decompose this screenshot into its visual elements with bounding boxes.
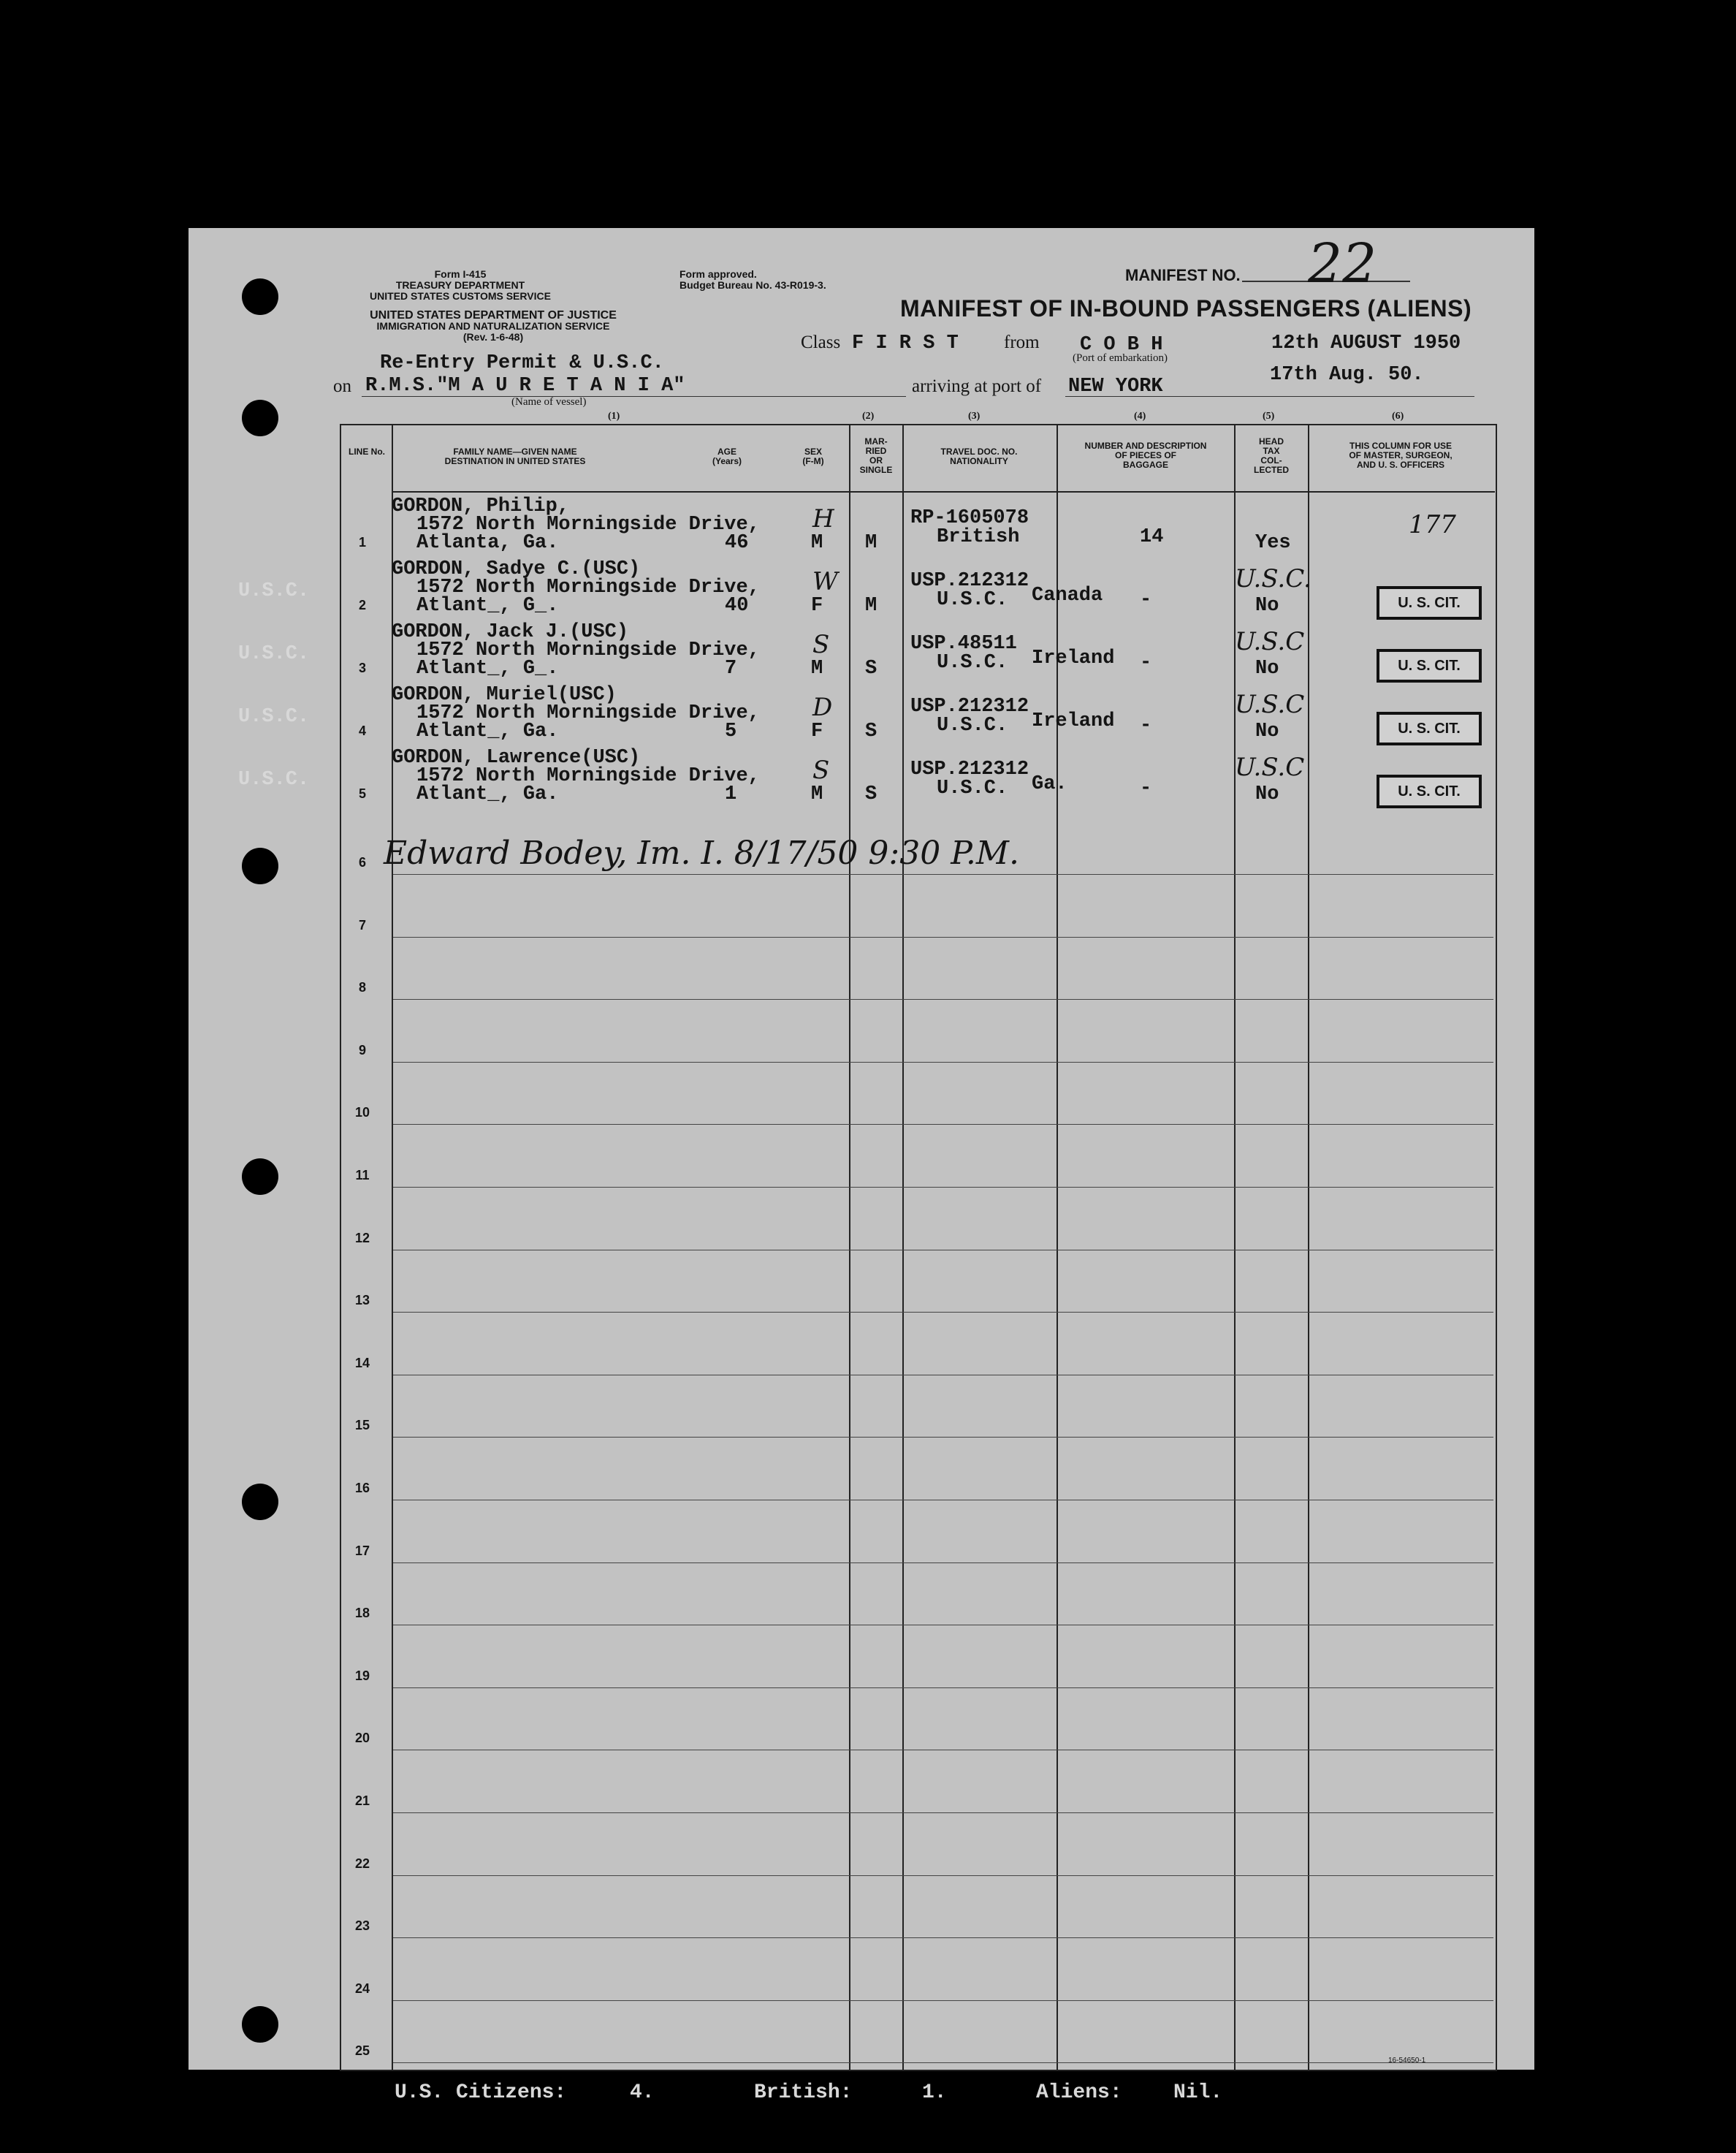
us-citizen-stamp: U. S. CIT. xyxy=(1377,586,1482,620)
footer-us-citizens-label: U.S. Citizens: xyxy=(395,2081,567,2104)
passenger-travel-doc: USP.48511 xyxy=(910,633,1017,655)
from-label: from xyxy=(1004,333,1040,352)
passenger-head-tax: No xyxy=(1255,721,1279,743)
class-value: F I R S T xyxy=(852,333,959,354)
passenger-sex: M xyxy=(811,658,823,680)
vessel-rule xyxy=(362,396,906,397)
passenger-baggage: 14 xyxy=(1140,526,1164,548)
row-rule xyxy=(393,874,1493,875)
col-head-line: LINE No. xyxy=(349,447,385,457)
footer-us-citizens-value: 4. xyxy=(630,2081,655,2104)
line-number: 24 xyxy=(354,1981,370,1996)
line-number: 21 xyxy=(354,1793,370,1808)
vessel-name: R.M.S."M A U R E T A N I A" xyxy=(365,375,685,397)
passenger-name: GORDON, Sadye C.(USC) xyxy=(392,558,641,580)
col-head-travel-doc: TRAVEL DOC. NO. NATIONALITY xyxy=(940,447,1018,466)
line-number: 11 xyxy=(355,1168,370,1182)
col-head-baggage: NUMBER AND DESCRIPTION OF PIECES OF BAGGAGE xyxy=(1084,441,1207,470)
col-divider xyxy=(1308,424,1309,2070)
col-head-head-tax: HEAD TAX COL- LECTED xyxy=(1254,436,1289,475)
footer-aliens-value: Nil. xyxy=(1173,2081,1223,2104)
passenger-hand-mark: S xyxy=(812,630,830,659)
row-rule xyxy=(393,2000,1493,2001)
col-divider xyxy=(849,424,850,2070)
line-number: 23 xyxy=(354,1918,370,1933)
row-rule xyxy=(393,1562,1493,1563)
passenger-sex: F xyxy=(811,595,823,617)
inspector-signature: Edward Bodey, Im. I. 8/17/50 9:30 P.M. xyxy=(384,835,1019,872)
passenger-baggage: - xyxy=(1140,652,1152,674)
line-number: 20 xyxy=(354,1731,370,1745)
passenger-city: Atlant_, G_. xyxy=(416,658,559,680)
col-divider xyxy=(1234,424,1236,2070)
passenger-age: 1 xyxy=(725,783,737,805)
row-rule xyxy=(393,1687,1493,1688)
passenger-name: GORDON, Jack J.(USC) xyxy=(392,621,629,643)
passenger-baggage: - xyxy=(1140,589,1152,611)
immigration-service: IMMIGRATION AND NATURALIZATION SERVICE xyxy=(376,320,610,332)
arrival-port: NEW YORK xyxy=(1068,376,1163,398)
passenger-tax-note: U.S.C xyxy=(1235,690,1305,719)
line-number: 3 xyxy=(358,661,366,675)
line-number: 2 xyxy=(358,598,366,612)
passenger-marital: M xyxy=(865,595,877,617)
passenger-country: Canada xyxy=(1032,585,1103,607)
row-rule xyxy=(393,1312,1493,1313)
col-head-name: FAMILY NAME—GIVEN NAME DESTINATION IN UNITED STATES xyxy=(444,447,586,466)
passenger-hand-mark: S xyxy=(812,756,830,785)
row-rule xyxy=(393,1124,1493,1125)
passenger-travel-doc: USP.212312 xyxy=(910,759,1029,781)
passenger-nationality: U.S.C. xyxy=(937,652,1008,674)
punch-hole xyxy=(242,1158,278,1195)
line-number: 14 xyxy=(354,1356,370,1370)
passenger-marital: M xyxy=(865,532,877,554)
passenger-marital: S xyxy=(865,721,877,743)
passenger-city: Atlanta, Ga. xyxy=(416,532,559,554)
line-number: 15 xyxy=(354,1418,370,1432)
line-number: 8 xyxy=(358,980,366,995)
passenger-address: 1572 North Morningside Drive, xyxy=(416,702,760,724)
passenger-nationality: U.S.C. xyxy=(937,589,1008,611)
arriving-label: arriving at port of xyxy=(912,376,1042,396)
form-approval xyxy=(679,269,826,291)
line-number: 1 xyxy=(358,535,366,550)
col-divider xyxy=(392,424,393,2070)
col-number: (3) xyxy=(968,411,981,422)
passenger-marital: S xyxy=(865,783,877,805)
us-citizen-stamp: U. S. CIT. xyxy=(1377,649,1482,683)
row-rule xyxy=(393,2062,1493,2063)
passenger-sex: M xyxy=(811,783,823,805)
passenger-tax-note: U.S.C xyxy=(1235,753,1305,782)
line-number: 17 xyxy=(354,1543,370,1558)
passenger-address: 1572 North Morningside Drive, xyxy=(416,514,760,536)
line-number: 7 xyxy=(358,918,366,933)
passenger-name: GORDON, Philip, xyxy=(392,495,570,517)
line-number: 9 xyxy=(358,1043,366,1057)
customs-service: UNITED STATES CUSTOMS SERVICE xyxy=(370,290,551,302)
usc-margin-note: U.S.C. xyxy=(238,769,310,791)
passenger-nationality: British xyxy=(937,526,1020,548)
reentry-note: Re-Entry Permit & U.S.C. xyxy=(380,352,664,374)
budget-bureau-label: Budget Bureau No. 43-R019-3. xyxy=(679,279,826,291)
us-citizen-stamp: U. S. CIT. xyxy=(1377,775,1482,808)
passenger-age: 40 xyxy=(725,595,749,617)
passenger-tax-note: U.S.C xyxy=(1235,627,1305,656)
col-number: (6) xyxy=(1392,411,1404,422)
col-head-age: AGE (Years) xyxy=(712,447,742,466)
punch-hole xyxy=(242,848,278,884)
passenger-city: Atlant_, Ga. xyxy=(416,721,559,743)
footer-british-label: British: xyxy=(754,2081,853,2104)
col-number: (5) xyxy=(1263,411,1275,422)
footer-british-value: 1. xyxy=(922,2081,947,2104)
passenger-age: 46 xyxy=(725,532,749,554)
line-number: 22 xyxy=(354,1856,370,1871)
passenger-name: GORDON, Lawrence(USC) xyxy=(392,747,641,769)
punch-hole xyxy=(242,2006,278,2043)
passenger-head-tax: No xyxy=(1255,595,1279,617)
line-number: 19 xyxy=(354,1668,370,1683)
passenger-address: 1572 North Morningside Drive, xyxy=(416,639,760,661)
col-number: (2) xyxy=(862,411,875,422)
line-number: 10 xyxy=(354,1105,370,1120)
arrival-rule xyxy=(1065,396,1474,397)
arrival-date: 17th Aug. 50. xyxy=(1270,364,1424,386)
form-revision: (Rev. 1-6-48) xyxy=(462,331,524,343)
line-number: 4 xyxy=(358,724,366,738)
manifest-title: MANIFEST OF IN-BOUND PASSENGERS (ALIENS) xyxy=(900,295,1472,322)
col-head-married: MAR- RIED OR SINGLE xyxy=(859,436,893,475)
line-number: 6 xyxy=(358,855,366,870)
form-code: 16-54650-1 xyxy=(1388,2057,1426,2065)
us-citizen-stamp: U. S. CIT. xyxy=(1377,712,1482,745)
col-divider xyxy=(1057,424,1058,2070)
usc-margin-note: U.S.C. xyxy=(238,643,310,665)
passenger-travel-doc: USP.212312 xyxy=(910,570,1029,592)
punch-hole xyxy=(242,1484,278,1520)
manifest-no-label: MANIFEST NO. xyxy=(1125,266,1241,284)
passenger-sex: M xyxy=(811,532,823,554)
treasury-dept: TREASURY DEPARTMENT xyxy=(395,279,525,291)
on-label: on xyxy=(333,376,351,396)
passenger-head-tax: No xyxy=(1255,783,1279,805)
passenger-marital: S xyxy=(865,658,877,680)
row-rule xyxy=(393,1875,1493,1876)
passenger-address: 1572 North Morningside Drive, xyxy=(416,577,760,599)
line-number: 18 xyxy=(354,1606,370,1620)
usc-margin-note: U.S.C. xyxy=(238,706,310,728)
line-number: 12 xyxy=(354,1231,370,1245)
passenger-hand-mark: W xyxy=(812,567,838,596)
punch-hole xyxy=(242,278,278,315)
manifest-no-value: 22 xyxy=(1308,232,1377,295)
passenger-tax-note: U.S.C. xyxy=(1235,564,1311,593)
row-rule xyxy=(393,1187,1493,1188)
passenger-age: 5 xyxy=(725,721,737,743)
punch-hole xyxy=(242,400,278,436)
col-number: (4) xyxy=(1134,411,1146,422)
departure-date: 12th AUGUST 1950 xyxy=(1271,333,1461,354)
passenger-baggage: - xyxy=(1140,778,1152,800)
passenger-hand-mark: D xyxy=(812,693,833,722)
col-head-sex: SEX (F-M) xyxy=(802,447,824,466)
form-approved-label: Form approved. xyxy=(679,268,757,280)
passenger-name: GORDON, Muriel(USC) xyxy=(392,684,617,706)
passenger-country: Ireland xyxy=(1032,710,1115,732)
col-number: (1) xyxy=(608,411,620,422)
passenger-address: 1572 North Morningside Drive, xyxy=(416,765,760,787)
col-head-officers: THIS COLUMN FOR USE OF MASTER, SURGEON, AND U. S. OFFICERS xyxy=(1349,441,1453,470)
dept-justice-block xyxy=(332,310,654,343)
row-rule xyxy=(393,999,1493,1000)
passenger-hand-mark: H xyxy=(812,504,834,533)
passenger-travel-doc: USP.212312 xyxy=(910,696,1029,718)
usc-margin-note: U.S.C. xyxy=(238,580,310,602)
port-of-embarkation: C O B H xyxy=(1080,334,1163,356)
row-rule xyxy=(393,1437,1493,1438)
line-number: 16 xyxy=(354,1481,370,1495)
line-number: 25 xyxy=(354,2043,370,2058)
line-number: 13 xyxy=(354,1293,370,1307)
class-label: Class xyxy=(801,333,841,352)
row-rule xyxy=(393,1812,1493,1813)
passenger-sex: F xyxy=(811,721,823,743)
dept-justice: UNITED STATES DEPARTMENT OF JUSTICE xyxy=(370,309,617,322)
footer-aliens-label: Aliens: xyxy=(1036,2081,1122,2104)
row-rule xyxy=(393,1937,1493,1938)
row-rule xyxy=(393,1062,1493,1063)
passenger-baggage: - xyxy=(1140,715,1152,737)
passenger-officer-note: 177 xyxy=(1409,510,1456,539)
passenger-age: 7 xyxy=(725,658,737,680)
passenger-nationality: U.S.C. xyxy=(937,715,1008,737)
line-number: 5 xyxy=(358,786,366,801)
passenger-head-tax: No xyxy=(1255,658,1279,680)
vessel-label: (Name of vessel) xyxy=(511,396,587,408)
passenger-nationality: U.S.C. xyxy=(937,778,1008,800)
passenger-head-tax: Yes xyxy=(1255,532,1291,554)
passenger-travel-doc: RP-1605078 xyxy=(910,507,1029,529)
port-embarkation-label: (Port of embarkation) xyxy=(1073,352,1168,364)
passenger-city: Atlant_, Ga. xyxy=(416,783,559,805)
passenger-city: Atlant_, G_. xyxy=(416,595,559,617)
passenger-country: Ga. xyxy=(1032,773,1067,795)
form-id-block xyxy=(343,269,577,302)
row-rule xyxy=(393,937,1493,938)
col-divider xyxy=(902,424,904,2070)
passenger-country: Ireland xyxy=(1032,648,1115,669)
header-rule xyxy=(392,491,1495,493)
form-number: Form I-415 xyxy=(434,268,487,280)
